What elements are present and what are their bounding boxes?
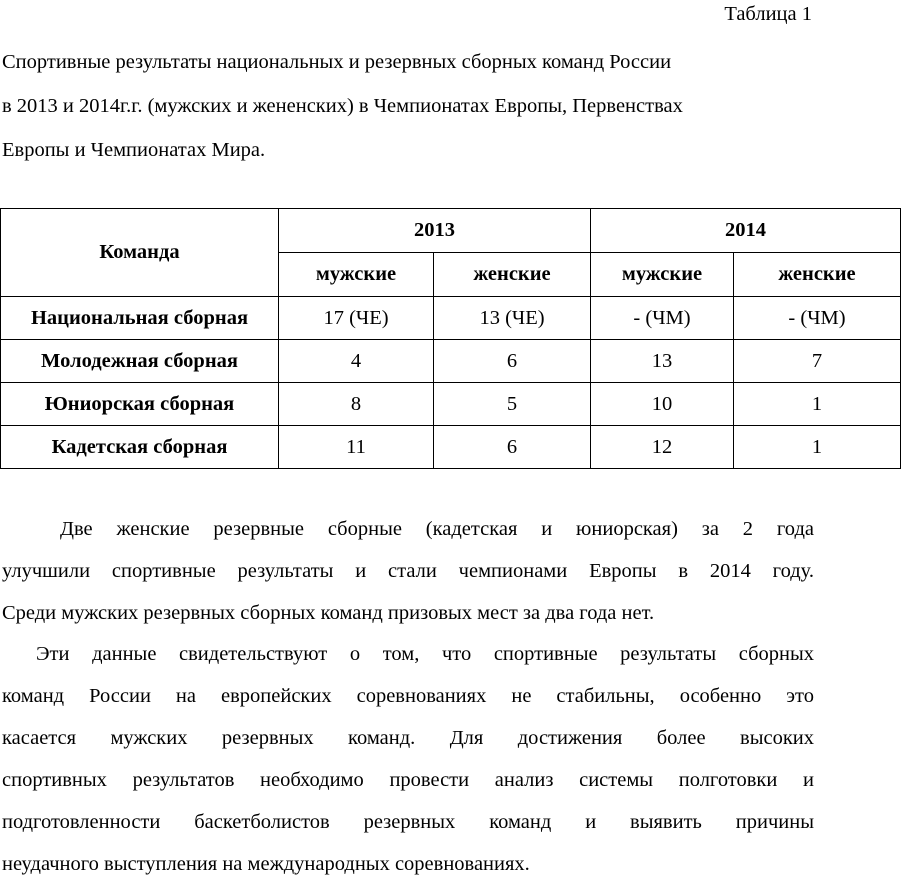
paragraph-line: Эти данные свидетельствуют о том, что спортивные результаты сборных (36, 643, 814, 665)
subheader-women-2013: женские (434, 253, 591, 297)
paragraph-line: Среди мужских резервных сборных команд призовых мест за два года нет. (2, 602, 655, 624)
title-line: в 2013 и 2014г.г. (мужских и жененских) в Чемпионатах Европы, Первенствах (2, 95, 683, 117)
team-name-cell: Национальная сборная (1, 297, 279, 340)
table-row (1, 383, 901, 426)
value-cell: 6 (434, 340, 591, 383)
table-row (1, 297, 901, 340)
team-name-cell: Молодежная сборная (1, 340, 279, 383)
value-cell: 5 (434, 383, 591, 426)
paragraph-1 (2, 508, 814, 634)
table-title (2, 40, 814, 172)
table-row (1, 340, 901, 383)
paragraph-line: улучшили спортивные результаты и стали чемпионами Европы в 2014 году. (2, 560, 814, 582)
year-header-2013: 2013 (279, 209, 591, 253)
subheader-men-2013: мужские (279, 253, 434, 297)
paragraph-line: Две женские резервные сборные (кадетская и юниорская) за 2 года (60, 518, 814, 540)
subheader-women-2014: женские (734, 253, 901, 297)
team-name-cell: Кадетская сборная (1, 426, 279, 469)
value-cell: 6 (434, 426, 591, 469)
subheader-men-2014: мужские (591, 253, 734, 297)
title-line: Европы и Чемпионатах Мира. (2, 139, 266, 161)
paragraph-line: подготовленности баскетболистов резервных команд и выявить причины (2, 811, 814, 833)
results-table (0, 208, 901, 469)
value-cell: 8 (279, 383, 434, 426)
team-column-header: Команда (1, 209, 279, 297)
paragraph-line: спортивных результатов необходимо провести анализ системы полготовки и (2, 769, 814, 791)
value-cell: 4 (279, 340, 434, 383)
value-cell: 17 (ЧЕ) (279, 297, 434, 340)
value-cell: 1 (734, 426, 901, 469)
value-cell: 10 (591, 383, 734, 426)
value-cell: 1 (734, 383, 901, 426)
value-cell: 13 (ЧЕ) (434, 297, 591, 340)
value-cell: - (ЧМ) (734, 297, 901, 340)
title-line: Спортивные результаты национальных и резервных сборных команд России (2, 51, 672, 73)
value-cell: 13 (591, 340, 734, 383)
value-cell: 11 (279, 426, 434, 469)
paragraph-line: касается мужских резервных команд. Для достижения более высоких (2, 727, 814, 749)
team-name-cell: Юниорская сборная (1, 383, 279, 426)
paragraph-2 (2, 633, 814, 885)
year-header-2014: 2014 (591, 209, 901, 253)
value-cell: 7 (734, 340, 901, 383)
paragraph-line: команд России на европейских соревнованиях не стабильны, особенно это (2, 685, 814, 707)
table-row (1, 426, 901, 469)
value-cell: - (ЧМ) (591, 297, 734, 340)
table-number-label: Таблица 1 (724, 3, 812, 25)
paragraph-line: неудачного выступления на международных соревнованиях. (2, 853, 530, 875)
table-header-row (1, 209, 901, 253)
value-cell: 12 (591, 426, 734, 469)
